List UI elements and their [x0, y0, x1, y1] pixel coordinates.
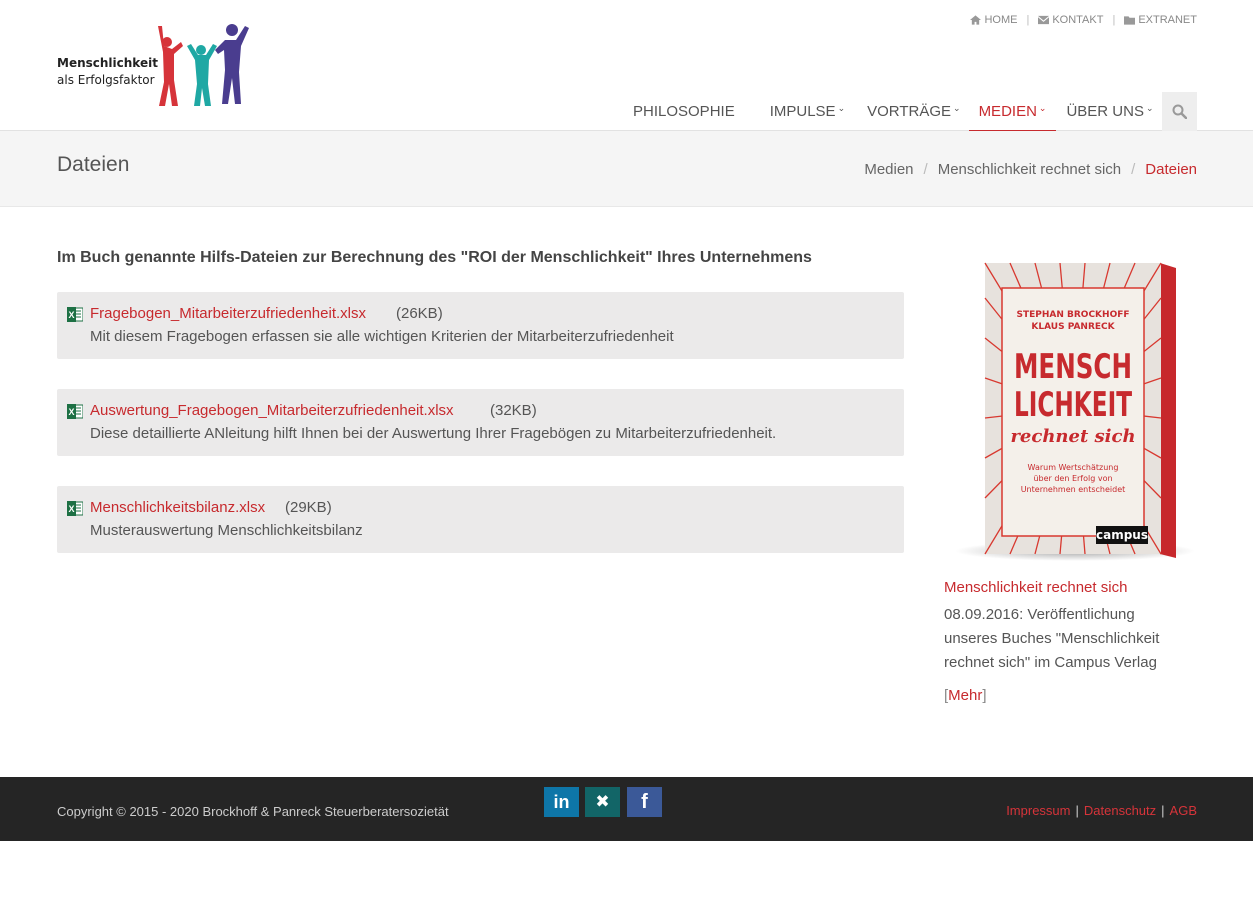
linkedin-button[interactable]	[544, 787, 579, 817]
intro-heading: Im Buch genannte Hilfs-Dateien zur Berechnung des "ROI der Menschlichkeit" Ihres Unternehmens	[57, 249, 812, 266]
copyright-text: Copyright © 2015 - 2020 Brockhoff & Panreck Steuerberatersozietät	[57, 804, 449, 819]
facebook-icon: f	[641, 790, 648, 813]
logo-figures-icon	[155, 22, 250, 112]
nav-item-label: ÜBER UNS	[1066, 103, 1144, 120]
breadcrumb-item-current: Dateien	[1145, 161, 1197, 178]
main-nav	[618, 92, 1160, 131]
logo-line-2: als Erfolgsfaktor	[57, 73, 155, 87]
top-link-extranet[interactable]	[1124, 14, 1197, 26]
search-icon	[1172, 104, 1187, 119]
book-title-1: MENSCH	[1014, 347, 1132, 387]
file-size: (26KB)	[396, 305, 443, 322]
top-link-home-label: HOME	[984, 14, 1018, 26]
book-publisher: campus	[1096, 528, 1148, 542]
sidebar-book-text: 08.09.2016: Veröffentlichung unseres Buches "Menschlichkeit rechnet sich" im Campus Verlag	[944, 606, 1160, 671]
footer-link-impressum[interactable]: Impressum	[1006, 803, 1071, 818]
site-logo[interactable]	[57, 22, 252, 112]
book-author-2: KLAUS PANRECK	[1031, 322, 1115, 332]
nav-item-label: PHILOSOPHIE	[633, 103, 735, 120]
facebook-button[interactable]	[627, 787, 662, 817]
home-icon	[970, 15, 981, 25]
nav-item-philosophie[interactable]	[618, 92, 755, 131]
book-subtitle: rechnet sich	[1010, 426, 1136, 447]
file-item	[57, 292, 904, 359]
chevron-down-icon: ⌄	[1038, 103, 1047, 113]
excel-file-icon	[67, 307, 83, 322]
excel-file-icon	[67, 501, 83, 516]
nav-item-vortraege[interactable]	[851, 92, 968, 131]
book-author-1: STEPHAN BROCKHOFF	[1016, 310, 1130, 320]
logo-line-1: Menschlichkeit	[57, 56, 158, 70]
xing-icon: ✖	[595, 792, 610, 812]
footer-link-datenschutz[interactable]: Datenschutz	[1083, 803, 1157, 818]
nav-item-medien[interactable]	[969, 92, 1057, 131]
book-tagline-3: Unternehmen entscheidet	[1020, 485, 1126, 494]
envelope-icon	[1038, 15, 1049, 25]
file-item	[57, 486, 904, 553]
chevron-down-icon: ⌄	[1145, 103, 1154, 113]
nav-item-label: VORTRÄGE	[867, 103, 952, 120]
breadcrumb	[864, 161, 1197, 178]
top-link-extranet-label: EXTRANET	[1138, 14, 1197, 26]
file-description: Diese detaillierte ANleitung hilft Ihnen bei der Auswertung Ihrer Fragebögen zu Mitarbeiterzufriedenheit.	[90, 425, 777, 442]
file-size: (32KB)	[490, 402, 537, 419]
xing-button[interactable]	[585, 787, 620, 817]
more-link[interactable]: Mehr	[948, 687, 983, 704]
breadcrumb-item-medien[interactable]: Medien	[864, 161, 914, 178]
top-link-kontakt[interactable]	[1038, 14, 1103, 26]
svg-text:X: X	[68, 504, 75, 514]
top-link-home[interactable]	[970, 14, 1017, 26]
footer-link-separator: |	[1161, 803, 1165, 818]
book-tagline-1: Warum Wertschätzung	[1027, 463, 1119, 472]
footer-links	[1006, 803, 1197, 818]
file-description: Musterauswertung Menschlichkeitsbilanz	[90, 522, 363, 539]
svg-text:X: X	[68, 310, 75, 320]
breadcrumb-separator: /	[1131, 161, 1136, 178]
search-button[interactable]	[1162, 92, 1197, 131]
book-title-2: LICHKEIT	[1014, 385, 1133, 425]
nav-item-label: IMPULSE	[769, 103, 836, 120]
file-link[interactable]: Fragebogen_Mitarbeiterzufriedenheit.xlsx	[90, 305, 366, 322]
footer-link-separator: |	[1075, 803, 1079, 818]
top-link-kontakt-label: KONTAKT	[1052, 14, 1104, 26]
logo-text	[57, 55, 158, 89]
excel-file-icon	[67, 404, 83, 419]
svg-text:X: X	[68, 407, 75, 417]
chevron-down-icon: ⌄	[953, 103, 961, 113]
nav-item-impulse[interactable]	[755, 92, 851, 131]
file-link[interactable]: Auswertung_Fragebogen_Mitarbeiterzufriedenheit.xlsx	[90, 402, 454, 419]
file-link[interactable]: Menschlichkeitsbilanz.xlsx	[90, 499, 266, 516]
site-header	[0, 0, 1253, 131]
nav-item-ueber-uns[interactable]	[1056, 92, 1159, 131]
linkedin-icon: in	[553, 791, 570, 812]
footer-link-agb[interactable]: AGB	[1169, 803, 1197, 818]
sidebar-book-title-link[interactable]: Menschlichkeit rechnet sich	[944, 579, 1128, 596]
breadcrumb-separator: /	[923, 161, 928, 178]
book-cover-image[interactable]	[950, 258, 1202, 568]
book-tagline-2: über den Erfolg von	[1033, 474, 1113, 483]
sidebar-more: [Mehr]	[944, 687, 987, 704]
chevron-down-icon: ⌄	[837, 103, 846, 113]
folder-icon	[1124, 15, 1135, 25]
file-item	[57, 389, 904, 456]
file-description: Mit diesem Fragebogen erfassen sie alle wichtigen Kriterien der Mitarbeiterzufriedenheit	[90, 328, 674, 345]
top-links-bar: HOME | KONTAKT | EXTRANET	[970, 14, 1197, 26]
file-size: (29KB)	[285, 499, 332, 516]
breadcrumb-item-book[interactable]: Menschlichkeit rechnet sich	[937, 161, 1122, 178]
page-title: Dateien	[57, 153, 130, 176]
nav-item-label: MEDIEN	[978, 103, 1037, 120]
